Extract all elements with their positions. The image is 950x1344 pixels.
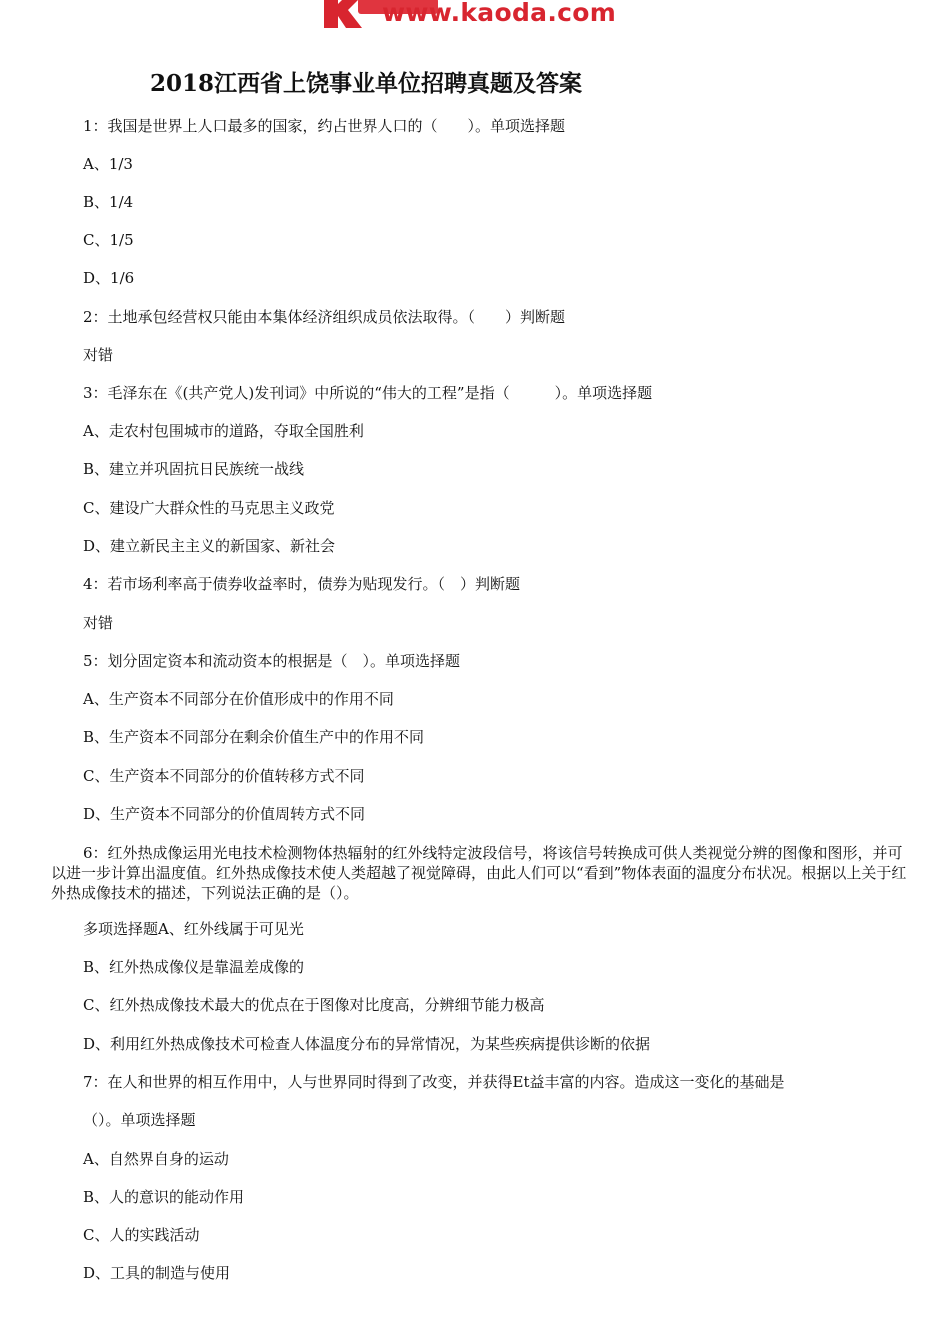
question-6-stem: 6：红外热成像运用光电技术检测物体热辐射的红外线特定波段信号，将该信号转换成可供人类视觉分辨的图像和图形，并可以进一步计算出温度值。红外热成像技术使人类超越了视觉障碍，由此人们可以“看到”物体表面的温度分布状况。根据以上关于红外热成像技术的描述，下列说法正确的是（）。 [51, 844, 907, 902]
question-1-option-a: A、1/3 [83, 155, 133, 173]
question-2-stem: 2：土地承包经营权只能由本集体经济组织成员依法取得。（ ）判断题 [83, 308, 566, 326]
question-6-option-b: B、红外热成像仪是靠温差成像的 [83, 958, 305, 976]
question-6-option-a: 多项选择题A、红外线属于可见光 [83, 920, 304, 938]
question-2-options: 对错 [83, 346, 114, 364]
question-1-option-b: B、1/4 [83, 193, 134, 211]
question-1-option-d: D、1/6 [83, 269, 135, 287]
question-6-option-d: D、利用红外热成像技术可检查人体温度分布的异常情况，为某些疾病提供诊断的依据 [83, 1035, 651, 1053]
logo-text: www.kaoda.com [382, 0, 617, 27]
question-7-option-a: A、自然界自身的运动 [83, 1150, 229, 1168]
question-7-option-c: C、人的实践活动 [83, 1226, 200, 1244]
question-1-stem: 1：我国是世界上人口最多的国家，约占世界人口的（ ）。单项选择题 [83, 117, 566, 135]
question-4-options: 对错 [83, 614, 114, 632]
question-3-option-c: C、建设广大群众性的马克思主义政党 [83, 499, 335, 517]
question-3-option-b: B、建立并巩固抗日民族统一战线 [83, 460, 305, 478]
question-7-option-d: D、工具的制造与使用 [83, 1264, 231, 1282]
question-3-option-d: D、建立新民主主义的新国家、新社会 [83, 537, 336, 555]
question-5-stem: 5：划分固定资本和流动资本的根据是（ ）。单项选择题 [83, 652, 461, 670]
question-3-stem: 3：毛泽东在《(共产党人)发刊词》中所说的“伟大的工程”是指（ ）。单项选择题 [83, 384, 653, 402]
question-5-option-b: B、生产资本不同部分在剩余价值生产中的作用不同 [83, 728, 425, 746]
question-1-option-c: C、1/5 [83, 231, 134, 249]
question-5-option-d: D、生产资本不同部分的价值周转方式不同 [83, 805, 366, 823]
question-3-option-a: A、走农村包围城市的道路，夺取全国胜利 [83, 422, 364, 440]
question-7-type: （）。单项选择题 [83, 1111, 196, 1129]
site-logo [318, 0, 648, 32]
question-6-option-c: C、红外热成像技术最大的优点在于图像对比度高，分辨细节能力极高 [83, 996, 545, 1014]
question-5-option-c: C、生产资本不同部分的价值转移方式不同 [83, 767, 365, 785]
question-4-stem: 4：若市场利率高于债券收益率时，债券为贴现发行。（ ）判断题 [83, 575, 521, 593]
question-5-option-a: A、生产资本不同部分在价值形成中的作用不同 [83, 690, 394, 708]
question-7-option-b: B、人的意识的能动作用 [83, 1188, 245, 1206]
question-7-stem: 7：在人和世界的相互作用中，人与世界同时得到了改变，并获得Et益丰富的内容。造成这一变化的基础是 [83, 1073, 785, 1091]
document-title: 2018江西省上饶事业单位招聘真题及答案 [150, 70, 583, 97]
